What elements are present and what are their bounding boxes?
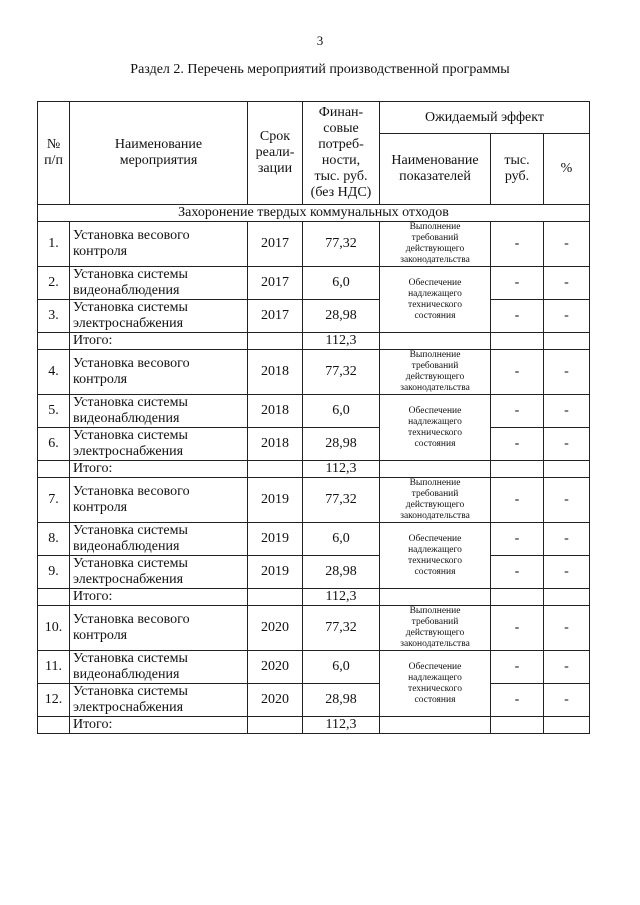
total-empty — [380, 589, 491, 606]
table-row — [38, 222, 590, 267]
row-year: 2019 — [248, 556, 303, 589]
header-indicator: Наименование показателей — [380, 134, 491, 205]
row-name: Установка системы видеонаблюдения — [70, 395, 248, 428]
row-thousand: - — [491, 523, 544, 556]
row-year: 2018 — [248, 395, 303, 428]
table-row — [38, 428, 590, 461]
row-number: 12. — [38, 684, 70, 717]
table-row — [38, 556, 590, 589]
row-finance: 28,98 — [303, 684, 380, 717]
header-name: Наименование мероприятия — [70, 102, 248, 205]
total-empty — [544, 333, 590, 350]
row-thousand: - — [491, 428, 544, 461]
row-effect-legal: Выполнение требований действующего законодательства — [380, 478, 491, 523]
total-empty — [544, 461, 590, 478]
total-label: Итого: — [70, 589, 248, 606]
total-empty — [38, 461, 70, 478]
table-row — [38, 395, 590, 428]
row-number: 11. — [38, 651, 70, 684]
table-row — [38, 350, 590, 395]
row-percent: - — [544, 267, 590, 300]
row-number: 6. — [38, 428, 70, 461]
row-effect-legal: Выполнение требований действующего законодательства — [380, 350, 491, 395]
row-finance: 28,98 — [303, 556, 380, 589]
total-empty — [248, 461, 303, 478]
row-percent: - — [544, 222, 590, 267]
row-effect-technical: Обеспечение надлежащего технического состояния — [380, 267, 491, 333]
row-year: 2019 — [248, 523, 303, 556]
header-percent: % — [544, 134, 590, 205]
page-number: 3 — [316, 33, 324, 48]
row-finance: 6,0 — [303, 651, 380, 684]
table-row — [38, 606, 590, 651]
row-number: 8. — [38, 523, 70, 556]
row-year: 2017 — [248, 222, 303, 267]
total-empty — [544, 717, 590, 734]
row-thousand: - — [491, 651, 544, 684]
header-effect: Ожидаемый эффект — [380, 102, 590, 134]
row-year: 2018 — [248, 350, 303, 395]
row-name: Установка системы электроснабжения — [70, 684, 248, 717]
row-percent: - — [544, 651, 590, 684]
row-number: 9. — [38, 556, 70, 589]
header-term: Срок реали- зации — [248, 102, 303, 205]
row-percent: - — [544, 478, 590, 523]
table-row — [38, 523, 590, 556]
table-row — [38, 651, 590, 684]
row-percent: - — [544, 300, 590, 333]
total-value: 112,3 — [303, 589, 380, 606]
row-year: 2019 — [248, 478, 303, 523]
row-number: 4. — [38, 350, 70, 395]
total-label: Итого: — [70, 717, 248, 734]
row-thousand: - — [491, 267, 544, 300]
row-name: Установка системы видеонаблюдения — [70, 651, 248, 684]
row-percent: - — [544, 556, 590, 589]
total-value: 112,3 — [303, 461, 380, 478]
row-percent: - — [544, 684, 590, 717]
row-number: 7. — [38, 478, 70, 523]
row-thousand: - — [491, 684, 544, 717]
row-year: 2020 — [248, 684, 303, 717]
total-row — [38, 333, 590, 350]
total-value: 112,3 — [303, 333, 380, 350]
row-percent: - — [544, 606, 590, 651]
row-percent: - — [544, 523, 590, 556]
total-empty — [248, 589, 303, 606]
row-thousand: - — [491, 606, 544, 651]
row-name: Установка весового контроля — [70, 606, 248, 651]
section-title: Раздел 2. Перечень мероприятий производственной программы — [130, 62, 510, 77]
total-empty — [544, 589, 590, 606]
row-percent: - — [544, 395, 590, 428]
row-year: 2017 — [248, 267, 303, 300]
row-name: Установка весового контроля — [70, 350, 248, 395]
row-number: 2. — [38, 267, 70, 300]
total-label: Итого: — [70, 461, 248, 478]
row-number: 10. — [38, 606, 70, 651]
row-year: 2020 — [248, 606, 303, 651]
row-year: 2020 — [248, 651, 303, 684]
row-finance: 77,32 — [303, 222, 380, 267]
row-name: Установка системы видеонаблюдения — [70, 523, 248, 556]
header-thousand: тыс. руб. — [491, 134, 544, 205]
total-empty — [491, 589, 544, 606]
header-finance: Финан- совые потреб- ности, тыс. руб. (без НДС) — [303, 102, 380, 205]
row-thousand: - — [491, 395, 544, 428]
row-thousand: - — [491, 478, 544, 523]
total-label: Итого: — [70, 333, 248, 350]
row-name: Установка системы электроснабжения — [70, 556, 248, 589]
row-finance: 77,32 — [303, 350, 380, 395]
total-value: 112,3 — [303, 717, 380, 734]
row-thousand: - — [491, 350, 544, 395]
row-finance: 6,0 — [303, 523, 380, 556]
total-empty — [491, 461, 544, 478]
total-empty — [38, 333, 70, 350]
row-finance: 6,0 — [303, 395, 380, 428]
row-name: Установка системы электроснабжения — [70, 300, 248, 333]
total-empty — [380, 333, 491, 350]
total-empty — [380, 461, 491, 478]
total-empty — [248, 717, 303, 734]
total-row — [38, 717, 590, 734]
row-finance: 28,98 — [303, 428, 380, 461]
row-effect-legal: Выполнение требований действующего законодательства — [380, 606, 491, 651]
total-empty — [491, 717, 544, 734]
row-name: Установка системы видеонаблюдения — [70, 267, 248, 300]
row-percent: - — [544, 350, 590, 395]
total-empty — [491, 333, 544, 350]
row-effect-technical: Обеспечение надлежащего технического состояния — [380, 395, 491, 461]
row-number: 1. — [38, 222, 70, 267]
table-row — [38, 267, 590, 300]
table-row — [38, 684, 590, 717]
header-num: № п/п — [38, 102, 70, 205]
row-finance: 77,32 — [303, 478, 380, 523]
row-name: Установка весового контроля — [70, 478, 248, 523]
row-thousand: - — [491, 556, 544, 589]
row-effect-technical: Обеспечение надлежащего технического состояния — [380, 523, 491, 589]
row-finance: 77,32 — [303, 606, 380, 651]
total-empty — [38, 717, 70, 734]
row-number: 3. — [38, 300, 70, 333]
total-row — [38, 461, 590, 478]
row-finance: 6,0 — [303, 267, 380, 300]
total-row — [38, 589, 590, 606]
row-effect-technical: Обеспечение надлежащего технического состояния — [380, 651, 491, 717]
row-name: Установка системы электроснабжения — [70, 428, 248, 461]
row-year: 2018 — [248, 428, 303, 461]
row-thousand: - — [491, 222, 544, 267]
row-year: 2017 — [248, 300, 303, 333]
table-row — [38, 478, 590, 523]
row-name: Установка весового контроля — [70, 222, 248, 267]
total-empty — [38, 589, 70, 606]
total-empty — [248, 333, 303, 350]
section-row: Захоронение твердых коммунальных отходов — [38, 205, 590, 222]
row-number: 5. — [38, 395, 70, 428]
row-thousand: - — [491, 300, 544, 333]
row-percent: - — [544, 428, 590, 461]
total-empty — [380, 717, 491, 734]
program-table — [37, 101, 590, 734]
table-row — [38, 300, 590, 333]
row-effect-legal: Выполнение требований действующего законодательства — [380, 222, 491, 267]
row-finance: 28,98 — [303, 300, 380, 333]
